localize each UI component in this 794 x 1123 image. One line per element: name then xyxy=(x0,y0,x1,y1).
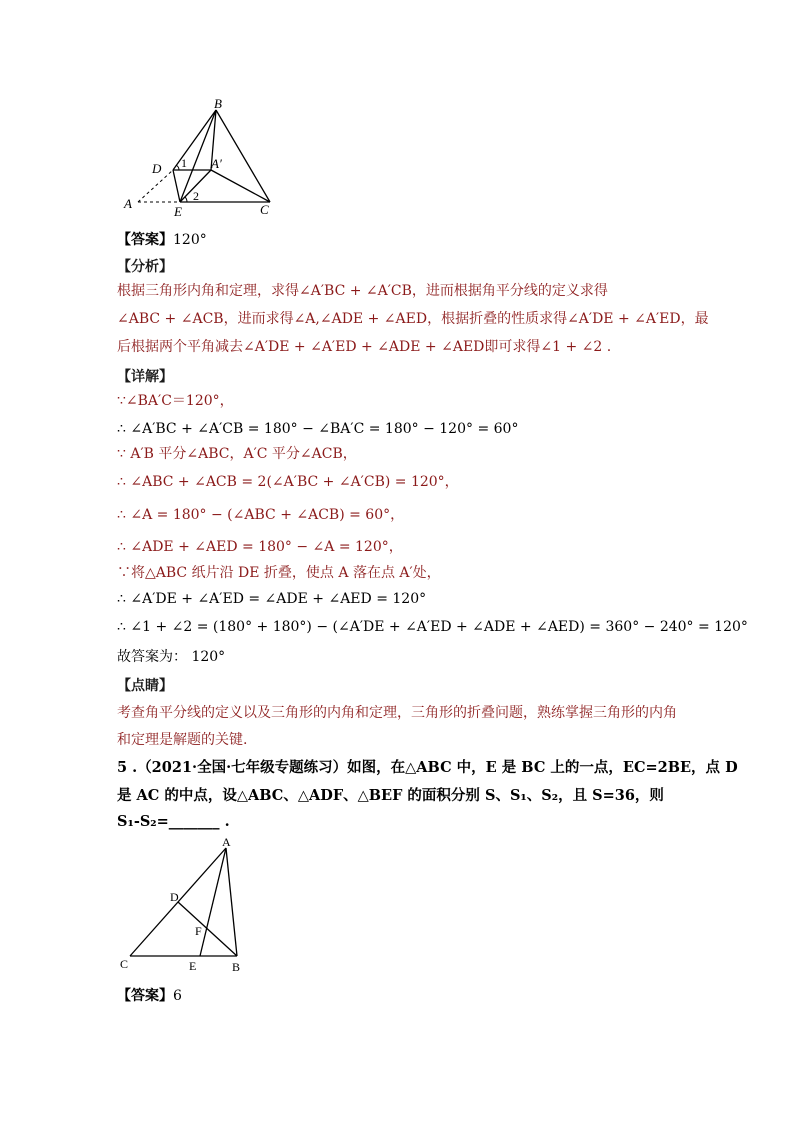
detail-line: ∵ A′B 平分∠ABC，A′C 平分∠ACB， xyxy=(117,446,357,462)
detail-line: ∴ ∠1 + ∠2 = (180° + 180°) − (∠A′DE + ∠A′ED + ∠ADE + ∠AED) = 360° − 240° = 120° xyxy=(117,619,748,635)
detail-line: ∴ ∠A′BC + ∠A′CB = 180° − ∠BA′C = 180° − 120° = 60° xyxy=(117,421,519,437)
analysis-line: ∠ABC + ∠ACB，进而求得∠A,∠ADE + ∠AED，根据折叠的性质求得∠A′DE + ∠A′ED，最 xyxy=(117,311,709,327)
detail-line: ∵∠BA′C＝120°， xyxy=(117,393,234,409)
analysis-line: 后根据两个平角减去∠A′DE + ∠A′ED + ∠ADE + ∠AED即可求得∠1 + ∠2 . xyxy=(117,339,612,355)
detail-line: ∴ ∠ABC + ∠ACB = 2(∠A′BC + ∠A′CB) = 120°， xyxy=(117,474,459,490)
detail-line: 故答案为： 120° xyxy=(117,649,226,665)
answer-tag: 【答案】 xyxy=(117,232,173,248)
detail-line: ∵将△ABC 纸片沿 DE 折叠，使点 A 落在点 A′处， xyxy=(117,565,441,581)
answer-value: 6 xyxy=(173,988,182,1004)
label-C: C xyxy=(260,202,269,217)
detail-line: ∴ ∠A′DE + ∠A′ED = ∠ADE + ∠AED = 120° xyxy=(117,591,427,607)
label-E: E xyxy=(189,959,197,973)
analysis-tag: 【分析】 xyxy=(117,259,173,275)
answer-tag: 【答案】 xyxy=(117,988,173,1004)
label-A: A xyxy=(222,835,231,849)
detail-tag: 【详解】 xyxy=(117,369,173,385)
comment-line: 和定理是解题的关键. xyxy=(117,732,248,748)
label-F: F xyxy=(195,924,202,938)
edge-DB xyxy=(178,902,237,956)
label-A: A xyxy=(124,196,132,211)
edge-AB-upper xyxy=(173,110,216,170)
label-angle1: 1 xyxy=(181,156,187,170)
detail-line: ∴ ∠ADE + ∠AED = 180° − ∠A = 120°， xyxy=(117,539,403,555)
label-B: B xyxy=(232,960,241,974)
label-A-prime: A′ xyxy=(211,156,222,171)
question-5-line: 5 .（2021·全国·七年级专题练习）如图，在△ABC 中，E 是 BC 上的一点，EC=2BE，点 D xyxy=(117,759,738,776)
edge-DE xyxy=(173,170,180,202)
detail-line: ∴ ∠A = 180° − (∠ABC + ∠ACB) = 60°， xyxy=(117,507,405,523)
analysis-line: 根据三角形内角和定理，求得∠A′BC + ∠A′CB，进而根据角平分线的定义求得 xyxy=(117,283,608,299)
edge-BC xyxy=(216,110,270,202)
answer-5 xyxy=(117,985,182,1005)
label-D: D xyxy=(170,890,179,904)
answer-value: 120° xyxy=(173,232,207,248)
comment-tag: 【点睛】 xyxy=(117,678,173,694)
figure-triangle-abc xyxy=(114,834,254,976)
figure-folded-triangle xyxy=(118,96,288,220)
question-5-line: S₁-S₂=_______ . xyxy=(117,813,230,830)
question-5-line: 是 AC 的中点，设△ABC、△ADF、△BEF 的面积分别 S、S₁、S₂，且 S=36，则 xyxy=(117,787,664,804)
label-angle2: 2 xyxy=(193,189,199,203)
comment-line: 考查角平分线的定义以及三角形的内角和定理，三角形的折叠问题，熟练掌握三角形的内角 xyxy=(117,705,677,721)
label-C: C xyxy=(120,957,129,971)
label-E: E xyxy=(174,204,182,219)
edge-AE xyxy=(200,848,226,956)
edge-AB xyxy=(226,848,237,956)
answer-1 xyxy=(117,229,207,249)
label-B: B xyxy=(214,96,222,111)
label-D: D xyxy=(152,161,162,176)
